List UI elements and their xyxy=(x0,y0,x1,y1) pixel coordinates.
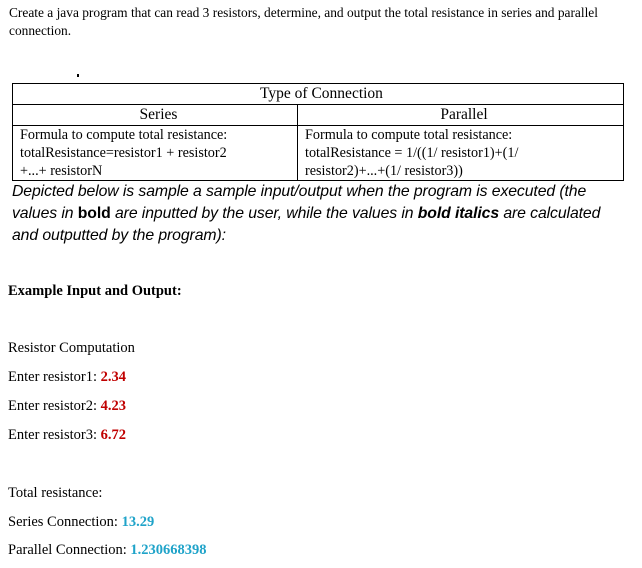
table-header: Type of Connection xyxy=(13,84,624,105)
description-part1: Depicted below is sample a sample input/output when the program is executed (the values in xyxy=(12,183,587,222)
input-line-resistor3 xyxy=(8,427,126,444)
output-title: Resistor Computation xyxy=(8,340,135,356)
series-output-label: Series Connection: xyxy=(8,514,122,530)
sample-description xyxy=(12,181,628,247)
connection-table xyxy=(12,83,624,181)
parallel-column-label: Parallel xyxy=(298,105,624,126)
input-line-resistor1 xyxy=(8,369,126,386)
input-value: 4.23 xyxy=(100,398,126,414)
description-part3: are calculated and outputted by the program): xyxy=(12,205,601,244)
series-formula-line2: +...+ resistorN xyxy=(20,163,103,179)
series-formula-line1: totalResistance=resistor1 + resistor2 xyxy=(20,145,227,161)
series-formula-title: Formula to compute total resistance: xyxy=(20,127,228,143)
parallel-output-value: 1.230668398 xyxy=(130,542,207,558)
example-heading: Example Input and Output: xyxy=(8,283,182,299)
stray-mark xyxy=(77,74,79,77)
input-label: Enter resistor2: xyxy=(8,398,101,414)
parallel-output-label: Parallel Connection: xyxy=(8,542,131,558)
total-resistance-label: Total resistance: xyxy=(8,485,103,501)
series-output-value: 13.29 xyxy=(121,514,155,530)
parallel-output-line xyxy=(8,542,207,559)
parallel-formula-title: Formula to compute total resistance: xyxy=(305,127,513,143)
input-value: 2.34 xyxy=(100,369,126,385)
input-value: 6.72 xyxy=(100,427,126,443)
description-bold-italic-word: bold italics xyxy=(417,205,500,222)
parallel-formula-cell xyxy=(298,126,624,181)
problem-statement: Create a java program that can read 3 resistors, determine, and output the total resistance in series and parallel connection. xyxy=(9,5,598,38)
parallel-formula-line2: resistor2)+...+(1/ resistor3)) xyxy=(305,163,463,179)
input-line-resistor2 xyxy=(8,398,126,415)
description-bold-word: bold xyxy=(77,205,111,222)
series-formula-cell xyxy=(13,126,298,181)
input-label: Enter resistor3: xyxy=(8,427,101,443)
series-output-line xyxy=(8,514,154,531)
parallel-formula-line1: totalResistance = 1/((1/ resistor1)+(1/ xyxy=(305,145,519,161)
input-label: Enter resistor1: xyxy=(8,369,101,385)
description-part2: are inputted by the user, while the values in xyxy=(110,205,418,222)
series-column-label: Series xyxy=(13,105,298,126)
